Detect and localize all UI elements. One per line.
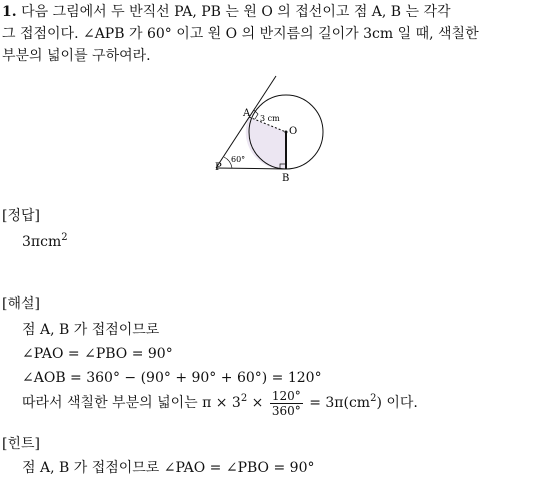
angle-label: 60°: [231, 155, 246, 164]
right-angle-a: [254, 110, 258, 119]
label-a: A: [243, 108, 251, 119]
answer-exponent: 2: [61, 232, 68, 243]
solution-heading: [해설]: [2, 296, 40, 312]
label-p: P: [215, 162, 222, 173]
problem-number: 1.: [2, 4, 17, 20]
problem-line-1: [2, 2, 451, 22]
solution-times: ×: [251, 395, 264, 411]
solution-line-2: ∠PAO = ∠PBO = 90°: [22, 346, 173, 362]
fraction-numerator: 120°: [271, 388, 301, 403]
label-b: B: [282, 173, 290, 184]
radius-label: 3 cm: [260, 114, 280, 123]
solution-line-4-a: 따라서 색칠한 부분의 넓이는 π × 3: [22, 395, 241, 411]
answer-heading: [정답]: [2, 208, 40, 224]
shaded-sector: [246, 117, 286, 169]
problem-text-1: 다음 그림에서 두 반직선 PA, PB 는 원 O 의 접선이고 점 A, B 는 각각: [21, 4, 451, 20]
solution-fraction: [270, 389, 303, 418]
fraction-denominator: 360°: [271, 403, 301, 418]
solution-line-3: ∠AOB = 360° − (90° + 90° + 60°) = 120°: [22, 370, 322, 386]
hint-heading: [힌트]: [2, 436, 40, 452]
answer-value: 3πcm: [22, 234, 62, 250]
answer-value-line: [22, 232, 68, 252]
solution-line-4-b: = 3π(cm: [309, 395, 371, 411]
solution-line-4-exp: 2: [240, 393, 248, 404]
hint-line-1: 점 A, B 가 접점이므로 ∠PAO = ∠PBO = 90°: [22, 460, 315, 476]
solution-line-4-c: ) 이다.: [376, 395, 418, 411]
solution-line-4: [22, 386, 418, 420]
solution-line-4-exp2: 2: [370, 393, 377, 404]
center-point: [285, 131, 288, 134]
solution-line-1: 점 A, B 가 접점이므로: [22, 322, 160, 338]
problem-line-2: 그 접점이다. ∠APB 가 60° 이고 원 O 의 반지름의 길이가 3cm 일 때, 색칠한: [2, 26, 479, 42]
label-o: O: [289, 126, 298, 137]
geometry-figure: [210, 72, 330, 184]
problem-line-3: 부분의 넓이를 구하여라.: [2, 48, 151, 64]
